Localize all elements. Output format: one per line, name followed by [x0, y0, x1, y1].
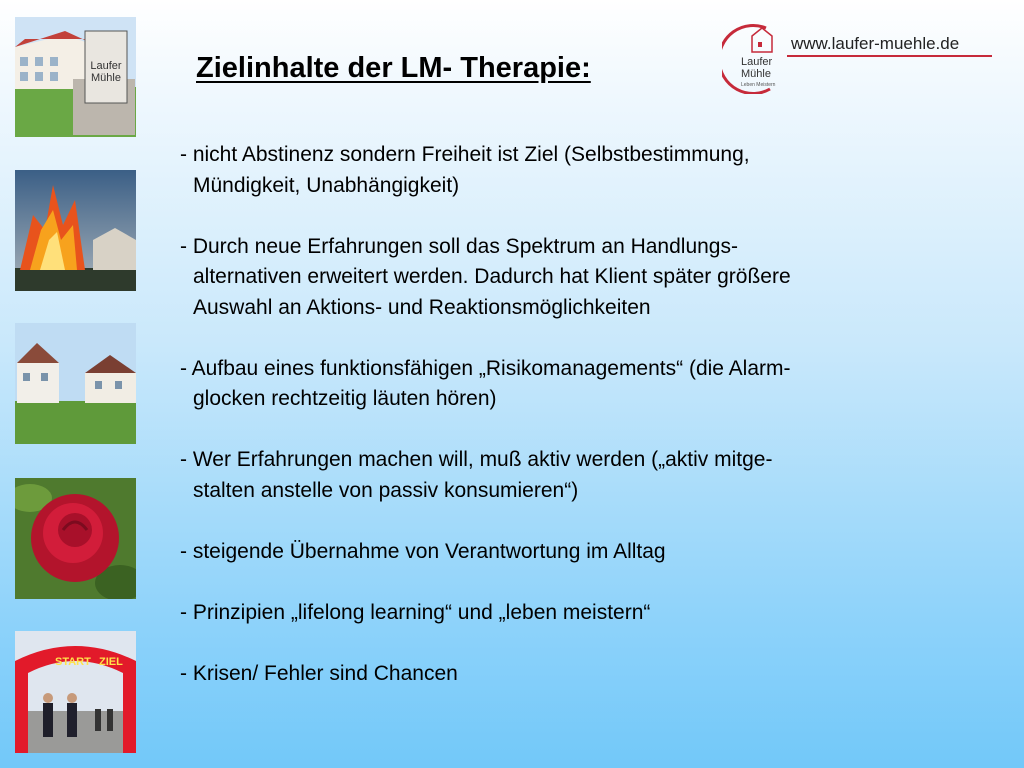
start-text: START	[55, 656, 91, 668]
bullet-line: stalten anstelle von passiv konsumieren“)	[193, 478, 579, 502]
bullet-item	[180, 537, 1010, 568]
url-underline	[787, 55, 992, 57]
logo-name-2: Mühle	[741, 68, 771, 80]
website-url: www.laufer-muehle.de	[791, 34, 960, 53]
photo-building-sign	[15, 17, 136, 137]
logo-tagline: Leben Meistern	[741, 82, 776, 88]
logo-name-1: Laufer	[741, 56, 773, 68]
bullet-item	[180, 445, 1010, 506]
sign-text-2: Mühle	[91, 72, 121, 84]
bullet-list	[180, 140, 1010, 720]
bullet-line: - Prinzipien „lifelong learning“ und „leben meistern“	[180, 600, 651, 624]
photo-houses-meadow	[15, 323, 136, 444]
bullet-line: glocken rechtzeitig läuten hören)	[193, 387, 497, 410]
bullet-item	[180, 232, 1010, 324]
bullet-line: alternativen erweitert werden. Dadurch hat Klient später größere	[193, 265, 791, 288]
logo	[722, 22, 998, 94]
mill-logo-icon	[722, 22, 998, 94]
photo-red-rose	[15, 478, 136, 599]
bullet-line: - Krisen/ Fehler sind Chancen	[180, 661, 458, 685]
page-title: Zielinhalte der LM- Therapie:	[196, 52, 591, 84]
sign-text-1: Laufer	[90, 60, 122, 72]
bullet-line: Auswahl an Aktions- und Reaktionsmöglichkeiten	[193, 295, 651, 319]
bullet-line: - steigende Übernahme von Verantwortung im Alltag	[180, 539, 666, 563]
ziel-text: ZIEL	[99, 656, 123, 668]
bullet-line: - nicht Abstinenz sondern Freiheit ist Ziel (Selbstbestimmung,	[180, 143, 750, 166]
bullet-item	[180, 354, 1010, 415]
photo-start-ziel-runners	[15, 631, 136, 753]
bullet-item	[180, 659, 1010, 690]
photo-fire	[15, 170, 136, 291]
bullet-line: - Aufbau eines funktionsfähigen „Risikomanagements“ (die Alarm-	[180, 356, 791, 380]
bullet-item	[180, 598, 1010, 629]
bullet-item	[180, 140, 1010, 201]
bullet-line: Mündigkeit, Unabhängigkeit)	[193, 173, 460, 197]
bullet-line: - Wer Erfahrungen machen will, muß aktiv werden („aktiv mitge-	[180, 448, 773, 471]
bullet-line: - Durch neue Erfahrungen soll das Spektrum an Handlungs-	[180, 234, 738, 258]
